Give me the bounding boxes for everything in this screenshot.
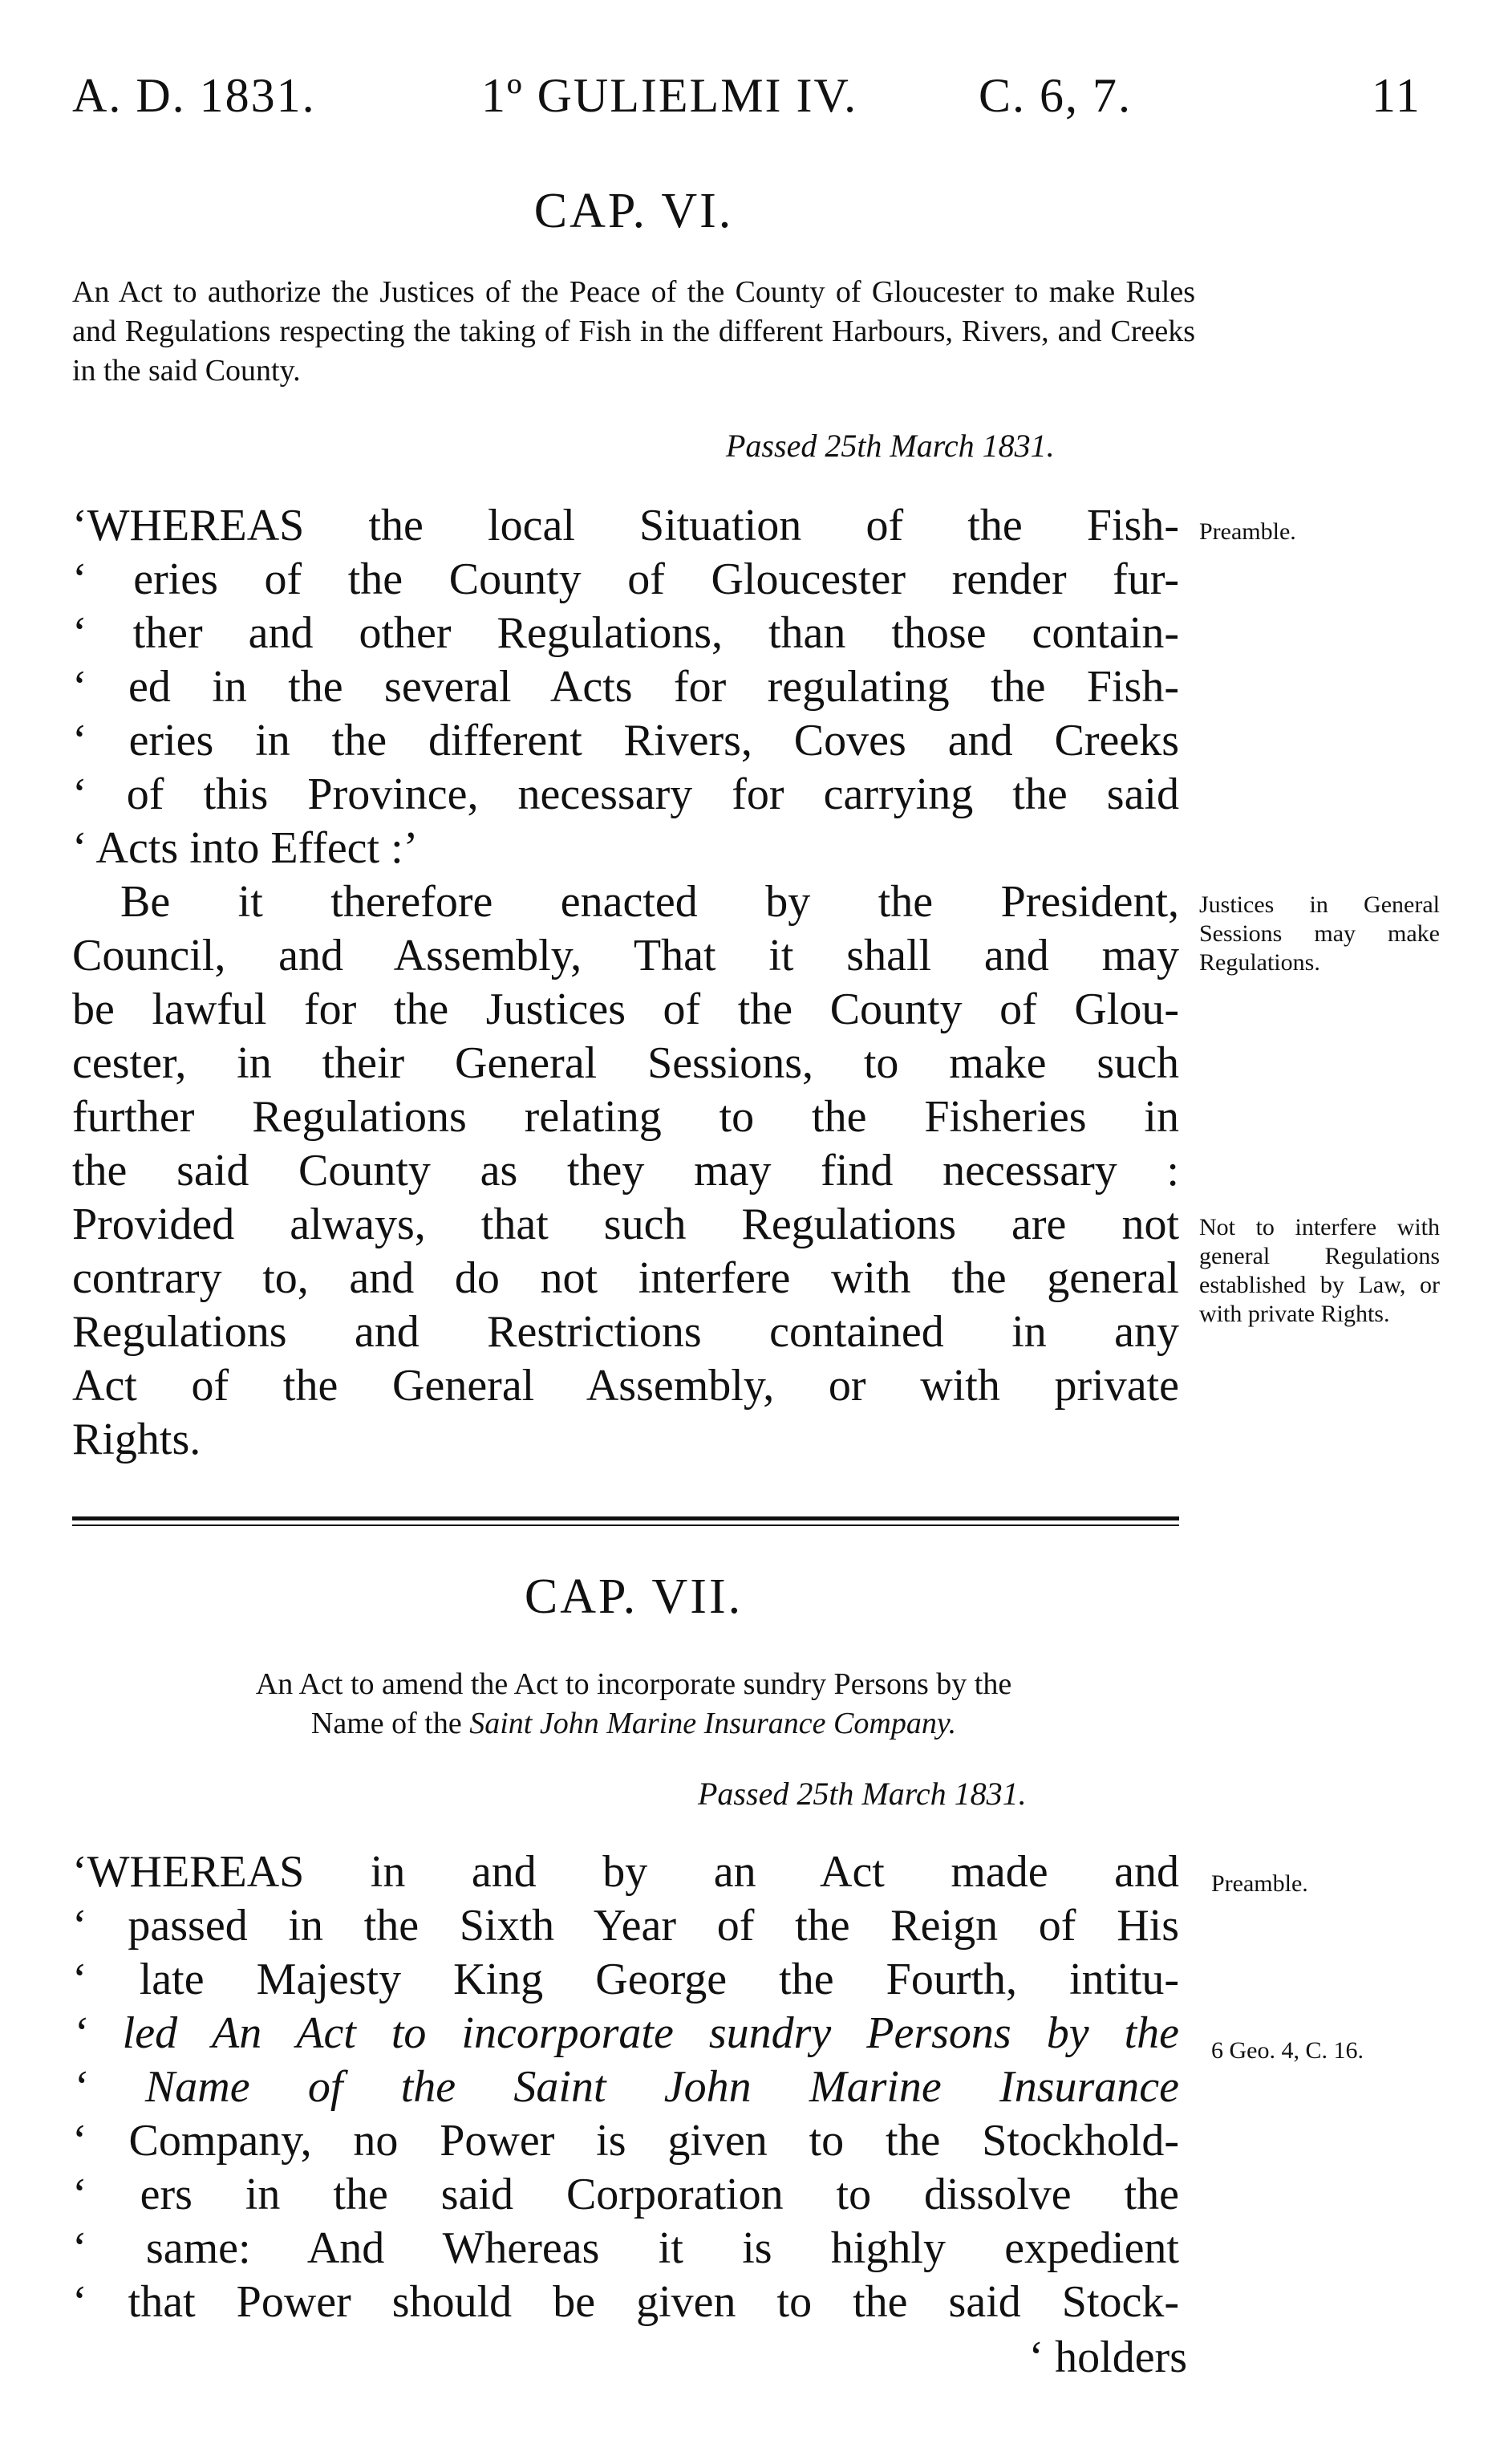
cap-vii-preamble xyxy=(72,1845,1179,2329)
enacting-line: further Regulations relating to the Fisheries in xyxy=(72,1092,1179,1142)
preamble-line: ‘ ed in the several Acts for regulating the Fish- xyxy=(72,662,1179,712)
cap-vii-description-plain: Name of the xyxy=(310,1707,462,1740)
preamble-line: ‘ led An Act to incorporate sundry Persons by the xyxy=(72,2008,1179,2058)
cap-vii-title: CAP. VII. xyxy=(524,1569,744,1624)
enacting-line: contrary to, and do not interfere with the general xyxy=(72,1253,1179,1303)
section-divider xyxy=(72,1516,1179,1520)
running-head-chapters: C. 6, 7. xyxy=(979,69,1133,122)
enacting-line: cester, in their General Sessions, to make such xyxy=(72,1038,1179,1088)
page-number: 11 xyxy=(1372,69,1421,122)
preamble-line: ‘ late Majesty King George the Fourth, intitu- xyxy=(72,1955,1179,2004)
cap-vii-passed: Passed 25th March 1831. xyxy=(698,1776,1027,1812)
catchword: ‘ holders xyxy=(1028,2332,1187,2382)
preamble-line: ‘ ther and other Regulations, than those contain- xyxy=(72,608,1179,658)
enacting-line: Act of the General Assembly, or with private xyxy=(72,1361,1179,1411)
preamble-line: ‘WHEREAS in and by an Act made and xyxy=(72,1847,1179,1897)
margin-note-not-interfere: Not to interfere with general Regulations established by Law, or with private Rights. xyxy=(1199,1214,1440,1327)
cap-vii-description-italic: Saint John Marine Insurance Company. xyxy=(469,1707,957,1740)
preamble-line: ‘ eries in the different Rivers, Coves and Creeks xyxy=(72,716,1179,765)
cap-vii-description xyxy=(72,1665,1195,1744)
enacting-line: the said County as they may find necessary : xyxy=(72,1146,1179,1196)
enacting-line: Rights. xyxy=(72,1415,201,1464)
enacting-line: Be it therefore enacted by the President, xyxy=(120,877,1179,927)
margin-note-justices: Justices in General Sessions may make Regulations. xyxy=(1199,891,1440,976)
cap-vi-preamble xyxy=(72,499,1179,875)
preamble-line: ‘ Name of the Saint John Marine Insurance xyxy=(72,2062,1179,2112)
running-head xyxy=(72,68,1436,132)
section-divider-thin xyxy=(72,1524,1179,1526)
cap-vi-enacting-clause xyxy=(72,875,1179,1467)
cap-vii-description-line1: An Act to amend the Act to incorporate sundry Persons by the xyxy=(255,1667,1012,1701)
preamble-line: ‘WHEREAS the local Situation of the Fish- xyxy=(72,501,1179,550)
preamble-line: ‘ Acts into Effect :’ xyxy=(72,823,419,873)
preamble-line: ‘ Company, no Power is given to the Stockhold- xyxy=(72,2116,1179,2166)
enacting-line: Regulations and Restrictions contained in any xyxy=(72,1307,1179,1357)
preamble-line: ‘ ers in the said Corporation to dissolve the xyxy=(72,2170,1179,2219)
enacting-line: Provided always, that such Regulations are not xyxy=(72,1200,1179,1249)
margin-note-preamble-vii: Preamble. xyxy=(1211,1870,1308,1897)
enacting-line: be lawful for the Justices of the County of Glou- xyxy=(72,985,1179,1034)
preamble-line: ‘ passed in the Sixth Year of the Reign of His xyxy=(72,1901,1179,1951)
cap-vi-title: CAP. VI. xyxy=(533,184,734,238)
enacting-line: Council, and Assembly, That it shall and may xyxy=(72,931,1179,980)
cap-vi-passed: Passed 25th March 1831. xyxy=(726,428,1055,464)
preamble-line: ‘ of this Province, necessary for carrying the said xyxy=(72,769,1179,819)
running-head-year: A. D. 1831. xyxy=(72,69,316,122)
cap-vii-description-line2 xyxy=(72,1704,1195,1744)
preamble-line: ‘ that Power should be given to the said Stock- xyxy=(72,2277,1179,2327)
running-head-reign: 1º GULIELMI IV. xyxy=(481,69,858,122)
cap-vi-description: An Act to authorize the Justices of the Peace of the County of Gloucester to make Rules and Regulations respecting the taking of Fish in the different Harbours, Rivers, and Creeks in the said County. xyxy=(72,275,1195,388)
preamble-line: ‘ eries of the County of Gloucester render fur- xyxy=(72,554,1179,604)
margin-note-preamble: Preamble. xyxy=(1199,518,1296,545)
margin-note-statute-ref: 6 Geo. 4, C. 16. xyxy=(1211,2037,1364,2064)
preamble-line: ‘ same: And Whereas it is highly expedient xyxy=(72,2223,1179,2273)
